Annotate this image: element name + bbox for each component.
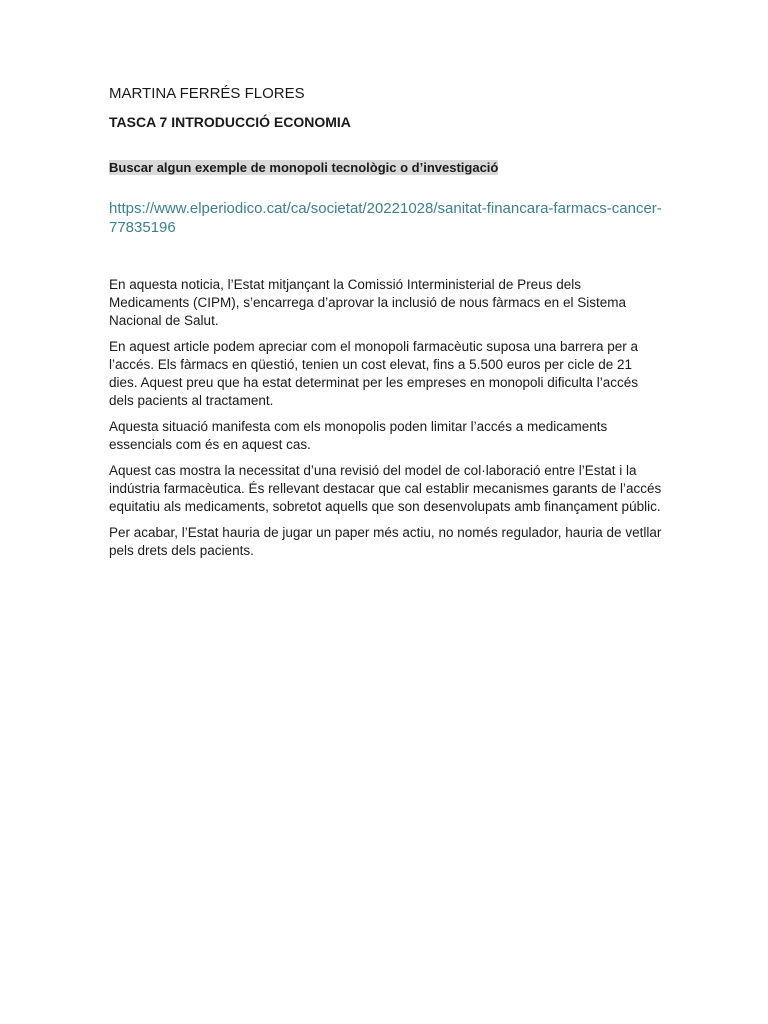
question-heading	[109, 159, 664, 177]
task-title: TASCA 7 INTRODUCCIÓ ECONOMIA	[109, 114, 351, 130]
question-highlight: Buscar algun exemple de monopoli tecnològic o d’investigació	[109, 160, 499, 175]
paragraph-4: Aquest cas mostra la necessitat d’una revisió del model de col·laboració entre l’Estat i la indústria farmacèutica. És rellevant destacar que cal establir mecanismes garants de l’accés equitatiu als medicaments, sobretot aquells que son desenvolupats amb finançament públic.	[109, 463, 662, 514]
document-page	[109, 84, 664, 568]
article-link[interactable]: https://www.elperiodico.cat/ca/societat/20221028/sanitat-financara-farmacs-cancer-77835196	[109, 200, 662, 236]
paragraph-3: Aquesta situació manifesta com els monopolis poden limitar l’accés a medicaments essencials com és en aquest cas.	[109, 419, 608, 452]
body-text	[109, 276, 664, 560]
author-name: MARTINA FERRÉS FLORES	[109, 85, 305, 102]
paragraph-5: Per acabar, l’Estat hauria de jugar un paper més actiu, no només regulador, hauria de vetllar pels drets dels pacients.	[109, 525, 662, 558]
paragraph-2: En aquest article podem apreciar com el monopoli farmacèutic suposa una barrera per a l’accés. Els fàrmacs en qüestió, tenien un cost elevat, fins a 5.500 euros per cicle de 21 dies. Aquest preu que ha estat determinat per les empreses en monopoli dificulta l’accés dels pacients al tractament.	[109, 339, 639, 408]
paragraph-1: En aquesta noticia, l’Estat mitjançant la Comissió Interministerial de Preus dels Medicaments (CIPM), s’encarrega d’aprovar la inclusió de nous fàrmacs en el Sistema Nacional de Salut.	[109, 277, 626, 328]
